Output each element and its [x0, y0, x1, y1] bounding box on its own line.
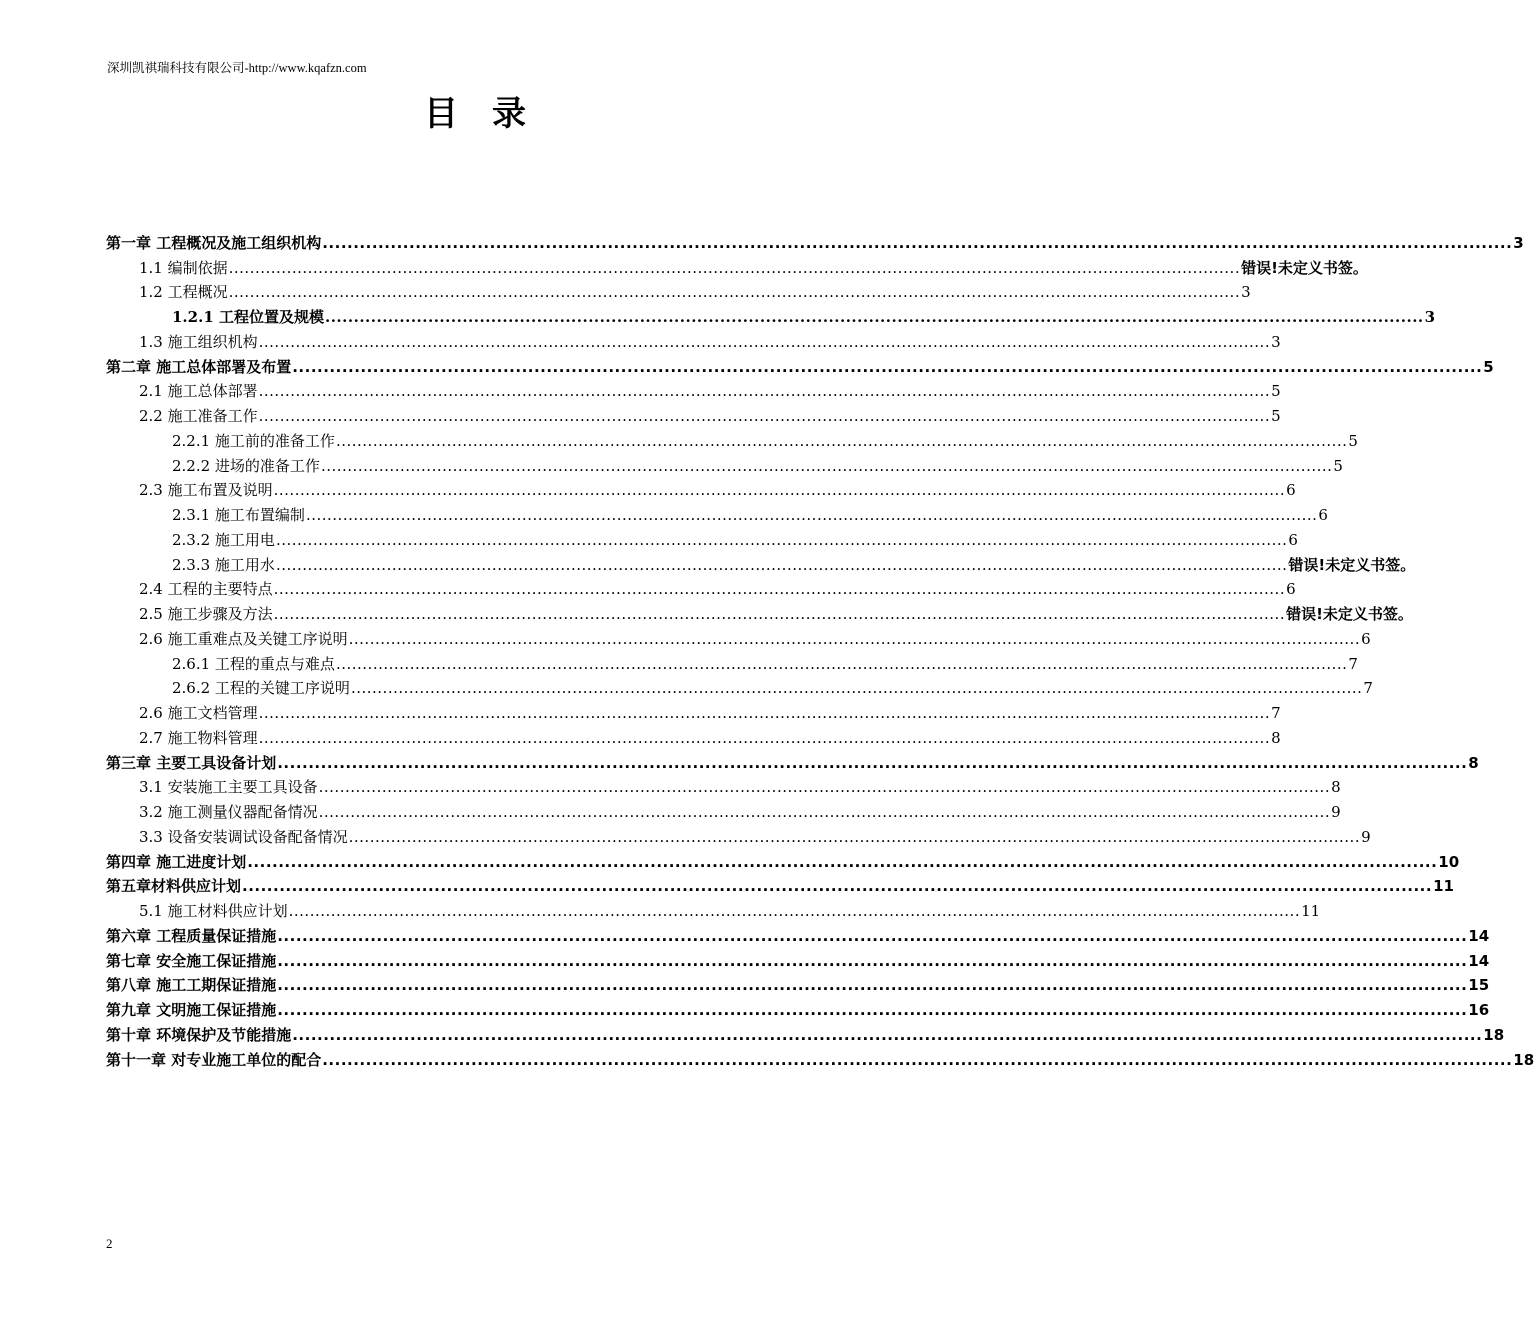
- toc-entry-label: 第七章 安全施工保证措施: [106, 951, 277, 970]
- toc-leader-dots: ................................................................................................................................................................................................: [258, 704, 1271, 722]
- toc-entry-page: 6: [1361, 629, 1371, 648]
- toc-leader-dots: ................................................................................................................................................................................................: [273, 481, 1286, 500]
- toc-entry-label: 1.2 工程概况: [139, 283, 228, 302]
- toc-entry[interactable]: [106, 921, 1490, 946]
- toc-leader-dots: ................................................................................................................................................................................................: [350, 679, 1363, 698]
- toc-leader-dots: ................................................................................................................................................................................................: [277, 976, 1468, 995]
- toc-entry[interactable]: [106, 872, 1454, 897]
- toc-leader-dots: ................................................................................................................................................................................................: [305, 506, 1318, 524]
- toc-leader-dots: ................................................................................................................................................................................................: [258, 332, 1271, 351]
- toc-leader-dots: ................................................................................................................................................................................................: [292, 1025, 1483, 1044]
- toc-leader-dots: ................................................................................................................................................................................................: [277, 926, 1468, 945]
- toc-entry-label: 第三章 主要工具设备计划: [106, 753, 277, 772]
- toc-entry[interactable]: [106, 723, 1281, 748]
- toc-leader-dots: ................................................................................................................................................................................................: [247, 852, 1438, 871]
- toc-leader-dots: ................................................................................................................................................................................................: [258, 382, 1271, 401]
- toc-entry[interactable]: [106, 327, 1281, 352]
- toc-entry-page: 7: [1363, 679, 1373, 698]
- toc-entry[interactable]: [106, 599, 1413, 624]
- toc-entry[interactable]: [106, 525, 1298, 550]
- toc-entry-page: 3: [1271, 332, 1281, 351]
- toc-entry[interactable]: [106, 302, 1436, 327]
- toc-entry-label: 第十章 环境保护及节能措施: [106, 1025, 292, 1044]
- toc-entry[interactable]: [106, 575, 1296, 600]
- toc-entry-label: 2.6 施工重难点及关键工序说明: [139, 629, 348, 648]
- toc-entry-page: 5: [1271, 382, 1281, 401]
- toc-entry-label: 2.1 施工总体部署: [139, 382, 258, 401]
- toc-entry-label: 第六章 工程质量保证措施: [106, 926, 277, 945]
- toc-entry-page: 3: [1241, 283, 1251, 302]
- toc-leader-dots: ................................................................................................................................................................................................: [275, 555, 1288, 574]
- toc-entry-label: 第九章 文明施工保证措施: [106, 1001, 277, 1019]
- toc-entry-page: 8: [1271, 728, 1281, 747]
- toc-entry[interactable]: [106, 253, 1368, 278]
- toc-entry-page: 14: [1468, 951, 1490, 970]
- toc-leader-dots: ................................................................................................................................................................................................: [273, 605, 1286, 623]
- toc-entry-label: 第八章 施工工期保证措施: [106, 976, 277, 995]
- toc-entry-label: 3.2 施工测量仪器配备情况: [139, 803, 318, 821]
- toc-entry-page: 14: [1468, 926, 1490, 945]
- page-header: 深圳凯祺瑞科技有限公司-http://www.kqafzn.com: [107, 61, 367, 75]
- toc-entry-label: 2.2.2 进场的准备工作: [172, 456, 320, 475]
- toc-entry[interactable]: [106, 1020, 1505, 1045]
- toc-entry[interactable]: [106, 946, 1490, 971]
- toc-entry-error: 错误!未定义书签。: [1241, 258, 1368, 277]
- toc-entry[interactable]: [106, 822, 1371, 847]
- toc-entry-label: 2.3 施工布置及说明: [139, 481, 273, 500]
- toc-entry[interactable]: [106, 228, 1524, 253]
- toc-entry[interactable]: [106, 278, 1251, 303]
- toc-entry-label: 3.3 设备安装调试设备配备情况: [139, 827, 348, 846]
- toc-entry[interactable]: [106, 847, 1460, 872]
- toc-entry-page: 11: [1433, 877, 1454, 896]
- toc-entry-page: 9: [1331, 803, 1341, 821]
- toc-leader-dots: ................................................................................................................................................................................................: [348, 827, 1361, 846]
- toc-entry[interactable]: [106, 995, 1490, 1020]
- title-char-left: 目: [424, 94, 458, 134]
- toc-leader-dots: ................................................................................................................................................................................................: [335, 654, 1348, 673]
- toc-entry[interactable]: [106, 896, 1321, 921]
- toc-leader-dots: ................................................................................................................................................................................................: [228, 258, 1241, 277]
- toc-entry-page: 6: [1288, 530, 1298, 549]
- toc-entry[interactable]: [106, 426, 1358, 451]
- toc-entry-error: 错误!未定义书签。: [1288, 555, 1416, 574]
- toc-entry-label: 2.3.3 施工用水: [172, 555, 275, 574]
- toc-entry-page: 8: [1331, 778, 1341, 797]
- page-number: 2: [106, 1236, 113, 1251]
- toc-leader-dots: ................................................................................................................................................................................................: [258, 407, 1271, 425]
- toc-entry[interactable]: [106, 550, 1416, 575]
- toc-entry-label: 2.4 工程的主要特点: [139, 580, 273, 599]
- toc-entry-page: 9: [1361, 827, 1371, 846]
- toc-entry-page: 7: [1271, 704, 1281, 722]
- toc-entry-label: 2.6.1 工程的重点与难点: [172, 654, 335, 673]
- toc-entry-label: 5.1 施工材料供应计划: [139, 902, 288, 920]
- toc-entry-page: 5: [1271, 407, 1281, 425]
- toc-leader-dots: ................................................................................................................................................................................................: [324, 308, 1424, 326]
- toc-leader-dots: ................................................................................................................................................................................................: [228, 283, 1241, 302]
- toc-leader-dots: ................................................................................................................................................................................................: [288, 902, 1301, 920]
- toc-leader-dots: ................................................................................................................................................................................................: [258, 728, 1271, 747]
- toc-entry-label: 2.3.2 施工用电: [172, 530, 275, 549]
- toc-entry-page: 8: [1468, 753, 1479, 772]
- toc-entry-label: 2.6 施工文档管理: [139, 704, 258, 722]
- toc-entry[interactable]: [106, 401, 1281, 426]
- toc-leader-dots: ................................................................................................................................................................................................: [322, 233, 1513, 252]
- toc-entry-page: 3: [1513, 233, 1524, 252]
- toc-entry-page: 5: [1348, 431, 1358, 450]
- toc-leader-dots: ................................................................................................................................................................................................: [275, 530, 1288, 549]
- toc-entry-page: 6: [1286, 481, 1296, 500]
- toc-entry[interactable]: [106, 797, 1341, 822]
- toc-entry-page: 18: [1513, 1050, 1534, 1069]
- toc-leader-dots: ................................................................................................................................................................................................: [277, 753, 1468, 772]
- toc-entry[interactable]: [106, 476, 1296, 501]
- toc-entry[interactable]: [106, 674, 1373, 699]
- toc-entry-label: 第十一章 对专业施工单位的配合: [106, 1050, 322, 1069]
- toc-entry-page: 15: [1468, 976, 1490, 995]
- toc-entry-page: 5: [1333, 456, 1343, 475]
- toc-entry-label: 1.1 编制依据: [139, 258, 228, 277]
- toc-leader-dots: ................................................................................................................................................................................................: [292, 357, 1483, 376]
- toc-entry-page: 5: [1483, 357, 1494, 376]
- toc-entry-page: 6: [1318, 506, 1328, 524]
- toc-entry[interactable]: [106, 451, 1343, 476]
- toc-leader-dots: ................................................................................................................................................................................................: [242, 877, 1433, 896]
- toc-entry[interactable]: [106, 352, 1494, 377]
- toc-entry-page: 3: [1424, 308, 1436, 326]
- toc-entry[interactable]: [106, 377, 1281, 402]
- toc-entry-label: 第二章 施工总体部署及布置: [106, 357, 292, 376]
- page-title: [0, 86, 950, 135]
- toc-leader-dots: ................................................................................................................................................................................................: [320, 456, 1333, 475]
- toc-entry[interactable]: [106, 649, 1358, 674]
- toc-entry-label: 第五章材料供应计划: [106, 877, 242, 896]
- toc-entry-page: 6: [1286, 580, 1296, 599]
- toc-entry-label: 3.1 安装施工主要工具设备: [139, 778, 318, 797]
- toc-leader-dots: ................................................................................................................................................................................................: [348, 629, 1361, 648]
- toc-entry-page: 11: [1301, 902, 1321, 920]
- toc-entry-label: 1.3 施工组织机构: [139, 332, 258, 351]
- toc-leader-dots: ................................................................................................................................................................................................: [322, 1050, 1513, 1069]
- toc-leader-dots: ................................................................................................................................................................................................: [318, 803, 1331, 821]
- toc-entry[interactable]: [106, 748, 1479, 773]
- toc-entry[interactable]: [106, 500, 1328, 525]
- toc-leader-dots: ................................................................................................................................................................................................: [273, 580, 1286, 599]
- toc-entry-label: 2.2 施工准备工作: [139, 407, 258, 425]
- toc-entry-page: 7: [1348, 654, 1358, 673]
- toc-entry-label: 2.7 施工物料管理: [139, 728, 258, 747]
- toc-entry-page: 16: [1468, 1001, 1490, 1019]
- toc-entry-label: 1.2.1 工程位置及规模: [172, 308, 324, 326]
- toc-entry[interactable]: [106, 773, 1341, 798]
- toc-leader-dots: ................................................................................................................................................................................................: [335, 431, 1348, 450]
- toc-entry-error: 错误!未定义书签。: [1286, 605, 1413, 623]
- toc-entry[interactable]: [106, 698, 1281, 723]
- toc-entry[interactable]: [106, 971, 1490, 996]
- toc-entry-label: 2.6.2 工程的关键工序说明: [172, 679, 350, 698]
- table-of-contents: [106, 228, 1534, 1070]
- toc-leader-dots: ................................................................................................................................................................................................: [277, 1001, 1468, 1019]
- toc-leader-dots: ................................................................................................................................................................................................: [277, 951, 1468, 970]
- toc-leader-dots: ................................................................................................................................................................................................: [318, 778, 1331, 797]
- toc-entry[interactable]: [106, 624, 1371, 649]
- toc-entry-page: 10: [1438, 852, 1460, 871]
- toc-entry[interactable]: [106, 1045, 1534, 1070]
- toc-entry-label: 2.5 施工步骤及方法: [139, 605, 273, 623]
- toc-entry-label: 第四章 施工进度计划: [106, 852, 247, 871]
- title-char-right: 录: [492, 94, 526, 134]
- toc-entry-label: 2.2.1 施工前的准备工作: [172, 431, 335, 450]
- toc-entry-page: 18: [1483, 1025, 1505, 1044]
- toc-entry-label: 第一章 工程概况及施工组织机构: [106, 233, 322, 252]
- toc-entry-label: 2.3.1 施工布置编制: [172, 506, 305, 524]
